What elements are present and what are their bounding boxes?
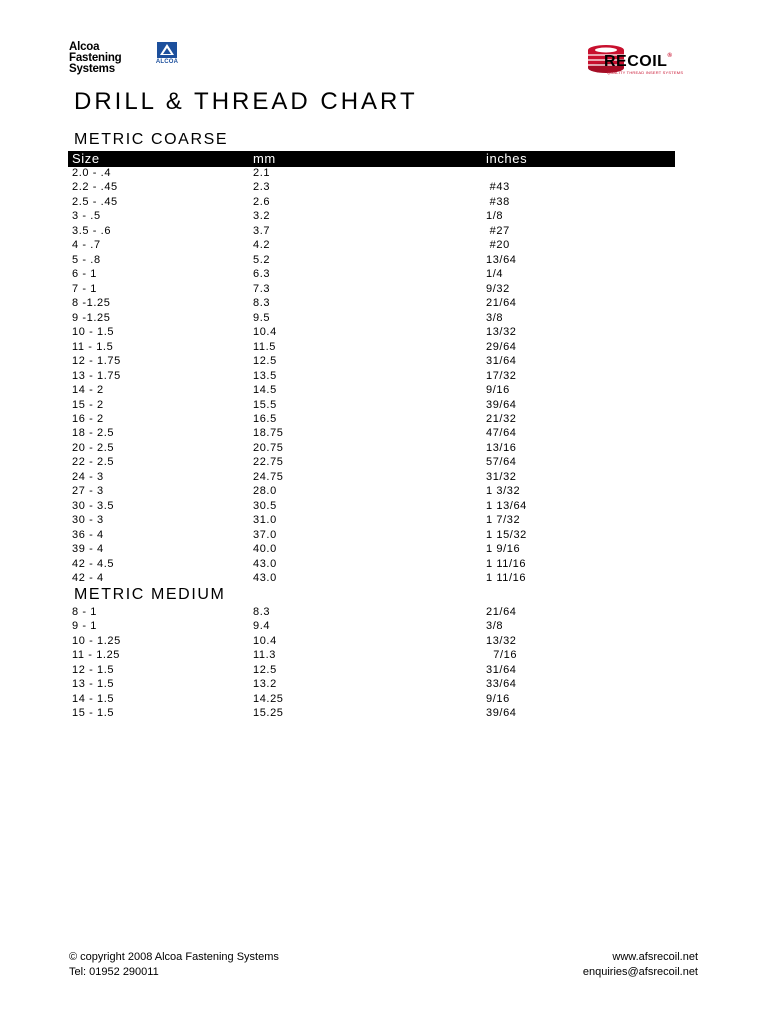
table-row	[0, 282, 768, 296]
table-row	[0, 648, 768, 662]
cell-size: 13 - 1.5	[72, 678, 115, 691]
cell-mm: 11.3	[253, 649, 276, 662]
cell-mm: 10.4	[253, 634, 277, 647]
cell-size: 10 - 1.5	[72, 326, 115, 339]
metric-coarse-rows	[0, 166, 768, 586]
cell-inches: 1 7/32	[486, 514, 521, 527]
cell-mm: 7.3	[253, 282, 271, 295]
cell-inches: 13/64	[486, 253, 517, 266]
recoil-brand-name	[604, 53, 672, 71]
cell-mm: 43.0	[253, 557, 277, 570]
cell-mm: 15.25	[253, 707, 284, 720]
cell-size: 3.5 - .6	[72, 224, 112, 237]
cell-size: 7 - 1	[72, 282, 98, 295]
cell-size: 9 - 1	[72, 620, 98, 633]
column-header-inches: inches	[486, 151, 528, 166]
company-name-line: Systems	[69, 63, 115, 75]
email-link[interactable]: enquiries@afsrecoil.net	[582, 966, 698, 978]
cell-mm: 4.2	[253, 239, 271, 252]
cell-mm: 18.75	[253, 427, 284, 440]
cell-inches: 21/64	[486, 606, 517, 618]
cell-size: 8 - 1	[72, 606, 98, 618]
cell-inches: 39/64	[486, 398, 517, 411]
cell-mm: 40.0	[253, 543, 277, 556]
cell-mm: 30.5	[253, 499, 277, 512]
cell-mm: 31.0	[253, 514, 277, 527]
table-row	[0, 542, 768, 556]
alcoa-triangle-icon	[157, 42, 177, 58]
table-row	[0, 224, 768, 238]
cell-mm: 8.3	[253, 606, 271, 618]
cell-inches: 13/16	[486, 441, 517, 454]
table-row	[0, 195, 768, 209]
cell-inches: 33/64	[486, 678, 517, 691]
cell-size: 22 - 2.5	[72, 456, 115, 469]
cell-mm: 16.5	[253, 412, 277, 425]
table-row	[0, 692, 768, 706]
cell-size: 13 - 1.75	[72, 369, 121, 382]
table-row	[0, 484, 768, 498]
table-row	[0, 180, 768, 194]
cell-inches: 31/64	[486, 355, 517, 368]
cell-inches: 1 3/32	[486, 485, 521, 498]
cell-inches: 29/64	[486, 340, 517, 353]
cell-inches: 9/16	[486, 692, 510, 705]
cell-size: 2.0 - .4	[72, 167, 112, 179]
cell-mm: 13.2	[253, 678, 277, 691]
cell-inches: 13/32	[486, 634, 517, 647]
table-row	[0, 166, 768, 180]
alcoa-logo	[150, 42, 184, 65]
page-title: DRILL & THREAD CHART	[74, 88, 418, 115]
table-row	[0, 311, 768, 325]
cell-inches: #38	[486, 195, 510, 208]
table-row	[0, 605, 768, 619]
table-row	[0, 253, 768, 267]
cell-size: 18 - 2.5	[72, 427, 115, 440]
cell-mm: 14.5	[253, 384, 277, 397]
cell-inches: 21/32	[486, 412, 517, 425]
cell-size: 16 - 2	[72, 412, 104, 425]
cell-size: 36 - 4	[72, 528, 104, 541]
cell-mm: 22.75	[253, 456, 284, 469]
cell-inches: 31/32	[486, 470, 517, 483]
table-row	[0, 296, 768, 310]
cell-inches: 3/8	[486, 620, 504, 633]
cell-inches: 1 13/64	[486, 499, 527, 512]
cell-inches: 57/64	[486, 456, 517, 469]
cell-size: 2.5 - .45	[72, 195, 118, 208]
table-row	[0, 634, 768, 648]
column-header-size: Size	[72, 151, 100, 166]
table-row	[0, 340, 768, 354]
table-row	[0, 441, 768, 455]
registered-mark: ®	[667, 53, 673, 59]
table-row	[0, 209, 768, 223]
cell-inches: #43	[486, 181, 510, 194]
cell-size: 30 - 3.5	[72, 499, 115, 512]
cell-size: 42 - 4.5	[72, 557, 115, 570]
cell-mm: 2.3	[253, 181, 271, 194]
cell-mm: 3.2	[253, 210, 271, 223]
cell-size: 39 - 4	[72, 543, 104, 556]
metric-medium-rows	[0, 605, 768, 721]
cell-mm: 9.5	[253, 311, 271, 324]
cell-mm: 12.5	[253, 663, 277, 676]
section-title-metric-coarse: METRIC COARSE	[74, 131, 229, 148]
cell-size: 5 - .8	[72, 253, 101, 266]
cell-size: 2.2 - .45	[72, 181, 118, 194]
cell-mm: 8.3	[253, 297, 271, 310]
cell-size: 10 - 1.25	[72, 634, 121, 647]
cell-mm: 15.5	[253, 398, 277, 411]
cell-inches: 1 11/16	[486, 557, 527, 570]
cell-size: 24 - 3	[72, 470, 104, 483]
recoil-logo	[586, 43, 698, 77]
cell-mm: 37.0	[253, 528, 277, 541]
cell-inches: 9/32	[486, 282, 510, 295]
cell-size: 6 - 1	[72, 268, 98, 281]
cell-size: 15 - 1.5	[72, 707, 115, 720]
table-row	[0, 267, 768, 281]
cell-mm: 11.5	[253, 340, 276, 353]
table-row	[0, 706, 768, 720]
cell-inches: 31/64	[486, 663, 517, 676]
cell-size: 12 - 1.75	[72, 355, 121, 368]
table-row	[0, 677, 768, 691]
table-row	[0, 455, 768, 469]
company-name-line: Fastening	[69, 52, 122, 64]
table-row	[0, 383, 768, 397]
cell-inches: #27	[486, 224, 510, 237]
cell-size: 15 - 2	[72, 398, 104, 411]
table-header	[68, 151, 675, 167]
alcoa-logo-text: ALCOA	[155, 59, 179, 65]
cell-inches: 1 11/16	[486, 572, 527, 585]
table-row	[0, 557, 768, 571]
column-header-mm: mm	[253, 151, 276, 166]
cell-inches: 39/64	[486, 707, 517, 720]
cell-mm: 14.25	[253, 692, 284, 705]
table-row	[0, 398, 768, 412]
telephone-text: Tel: 01952 290011	[69, 966, 159, 978]
cell-size: 14 - 1.5	[72, 692, 115, 705]
cell-mm: 9.4	[253, 620, 271, 633]
table-row	[0, 619, 768, 633]
company-name-line: Alcoa	[69, 41, 100, 53]
cell-mm: 2.1	[253, 167, 271, 179]
recoil-tagline: QUALITY THREAD INSERT SYSTEMS	[607, 70, 684, 75]
cell-mm: 28.0	[253, 485, 277, 498]
table-row	[0, 470, 768, 484]
cell-mm: 5.2	[253, 253, 271, 266]
table-row	[0, 499, 768, 513]
cell-size: 12 - 1.5	[72, 663, 115, 676]
table-row	[0, 325, 768, 339]
cell-inches: 1/4	[486, 268, 504, 281]
table-row	[0, 426, 768, 440]
cell-inches: 17/32	[486, 369, 517, 382]
cell-size: 27 - 3	[72, 485, 104, 498]
table-row	[0, 571, 768, 585]
cell-inches: 9/16	[486, 384, 510, 397]
table-row	[0, 354, 768, 368]
cell-size: 14 - 2	[72, 384, 104, 397]
recoil-brand-text: RECOIL	[604, 53, 668, 70]
copyright-text: © copyright 2008 Alcoa Fastening Systems	[69, 951, 279, 963]
website-link[interactable]: www.afsrecoil.net	[612, 951, 698, 963]
cell-size: 11 - 1.25	[72, 649, 121, 662]
cell-size: 20 - 2.5	[72, 441, 115, 454]
table-row	[0, 663, 768, 677]
cell-inches: 21/64	[486, 297, 517, 310]
cell-inches: 1 9/16	[486, 543, 521, 556]
cell-size: 11 - 1.5	[72, 340, 114, 353]
cell-mm: 10.4	[253, 326, 277, 339]
cell-inches: 7/16	[486, 649, 518, 662]
cell-size: 9 -1.25	[72, 311, 111, 324]
table-row	[0, 513, 768, 527]
cell-size: 8 -1.25	[72, 297, 111, 310]
footer-right	[583, 950, 698, 980]
cell-mm: 12.5	[253, 355, 277, 368]
cell-size: 3 - .5	[72, 210, 101, 223]
footer-left	[69, 950, 279, 980]
cell-inches: 1 15/32	[486, 528, 527, 541]
table-row	[0, 528, 768, 542]
cell-mm: 13.5	[253, 369, 277, 382]
cell-inches: 1/8	[486, 210, 504, 223]
cell-mm: 20.75	[253, 441, 284, 454]
cell-inches: #20	[486, 239, 510, 252]
cell-mm: 2.6	[253, 195, 271, 208]
table-row	[0, 238, 768, 252]
cell-inches: 47/64	[486, 427, 517, 440]
table-row	[0, 412, 768, 426]
section-title-metric-medium: METRIC MEDIUM	[74, 586, 226, 603]
cell-inches: 3/8	[486, 311, 504, 324]
cell-mm: 43.0	[253, 572, 277, 585]
table-row	[0, 369, 768, 383]
cell-inches: 13/32	[486, 326, 517, 339]
company-name	[69, 42, 139, 75]
cell-size: 42 - 4	[72, 572, 104, 585]
cell-mm: 3.7	[253, 224, 271, 237]
cell-mm: 6.3	[253, 268, 271, 281]
cell-size: 30 - 3	[72, 514, 104, 527]
cell-size: 4 - .7	[72, 239, 101, 252]
cell-mm: 24.75	[253, 470, 284, 483]
